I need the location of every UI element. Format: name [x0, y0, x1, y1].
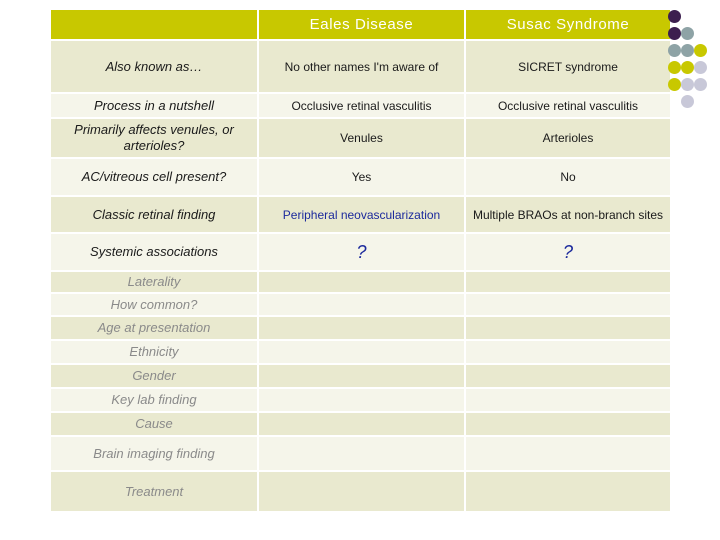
table-row — [50, 436, 671, 471]
eales-cell: Venules — [258, 118, 465, 158]
eales-cell: No other names I'm aware of — [258, 40, 465, 93]
comparison-table — [49, 8, 672, 513]
table-row — [50, 388, 671, 412]
table-row — [50, 412, 671, 436]
dot-decoration — [681, 95, 694, 108]
susac-cell — [465, 364, 671, 388]
table-row — [50, 471, 671, 512]
susac-cell: Multiple BRAOs at non-branch sites — [465, 196, 671, 233]
susac-cell: Occlusive retinal vasculitis — [465, 93, 671, 118]
eales-cell — [258, 388, 465, 412]
table-row — [50, 196, 671, 233]
dot-decoration — [668, 27, 681, 40]
susac-cell: Arterioles — [465, 118, 671, 158]
row-label: Classic retinal finding — [50, 196, 258, 233]
table-row — [50, 364, 671, 388]
susac-cell — [465, 388, 671, 412]
eales-cell — [258, 364, 465, 388]
row-label: Cause — [50, 412, 258, 436]
row-label: How common? — [50, 293, 258, 316]
row-label: Systemic associations — [50, 233, 258, 271]
eales-cell — [258, 436, 465, 471]
eales-cell — [258, 293, 465, 316]
header-blank-cell — [50, 9, 258, 40]
susac-cell — [465, 271, 671, 293]
dot-decoration — [681, 61, 694, 74]
susac-cell: No — [465, 158, 671, 196]
susac-cell: ? — [465, 233, 671, 271]
table-row — [50, 118, 671, 158]
eales-cell: Yes — [258, 158, 465, 196]
table-row — [50, 93, 671, 118]
dot-decoration — [681, 78, 694, 91]
eales-cell — [258, 471, 465, 512]
dot-decoration — [694, 61, 707, 74]
eales-cell — [258, 412, 465, 436]
row-label: Ethnicity — [50, 340, 258, 364]
susac-cell — [465, 436, 671, 471]
susac-cell — [465, 293, 671, 316]
row-label: AC/vitreous cell present? — [50, 158, 258, 196]
dot-decoration — [668, 44, 681, 57]
susac-cell — [465, 340, 671, 364]
row-label: Primarily affects venules, or arterioles? — [50, 118, 258, 158]
eales-cell — [258, 340, 465, 364]
dot-decoration — [694, 44, 707, 57]
eales-cell: Occlusive retinal vasculitis — [258, 93, 465, 118]
row-label: Treatment — [50, 471, 258, 512]
row-label: Brain imaging finding — [50, 436, 258, 471]
eales-cell: Peripheral neovascularization — [258, 196, 465, 233]
dot-decoration — [681, 27, 694, 40]
eales-cell — [258, 271, 465, 293]
row-label: Process in a nutshell — [50, 93, 258, 118]
table-row — [50, 158, 671, 196]
susac-cell — [465, 316, 671, 340]
eales-cell — [258, 316, 465, 340]
table-row — [50, 316, 671, 340]
dot-decoration — [668, 78, 681, 91]
eales-cell: ? — [258, 233, 465, 271]
table-row — [50, 271, 671, 293]
row-label: Key lab finding — [50, 388, 258, 412]
dot-decoration — [668, 10, 681, 23]
susac-cell — [465, 412, 671, 436]
row-label: Laterality — [50, 271, 258, 293]
row-label: Also known as… — [50, 40, 258, 93]
table-row — [50, 340, 671, 364]
susac-cell: SICRET syndrome — [465, 40, 671, 93]
table-row — [50, 40, 671, 93]
row-label: Gender — [50, 364, 258, 388]
susac-cell — [465, 471, 671, 512]
header-eales-disease: Eales Disease — [258, 9, 465, 40]
dot-decoration — [668, 61, 681, 74]
table-row — [50, 293, 671, 316]
dot-decoration — [694, 78, 707, 91]
header-row — [50, 9, 671, 40]
row-label: Age at presentation — [50, 316, 258, 340]
dot-decoration — [681, 44, 694, 57]
decorative-dots — [668, 8, 720, 118]
header-susac-syndrome: Susac Syndrome — [465, 9, 671, 40]
table-row — [50, 233, 671, 271]
